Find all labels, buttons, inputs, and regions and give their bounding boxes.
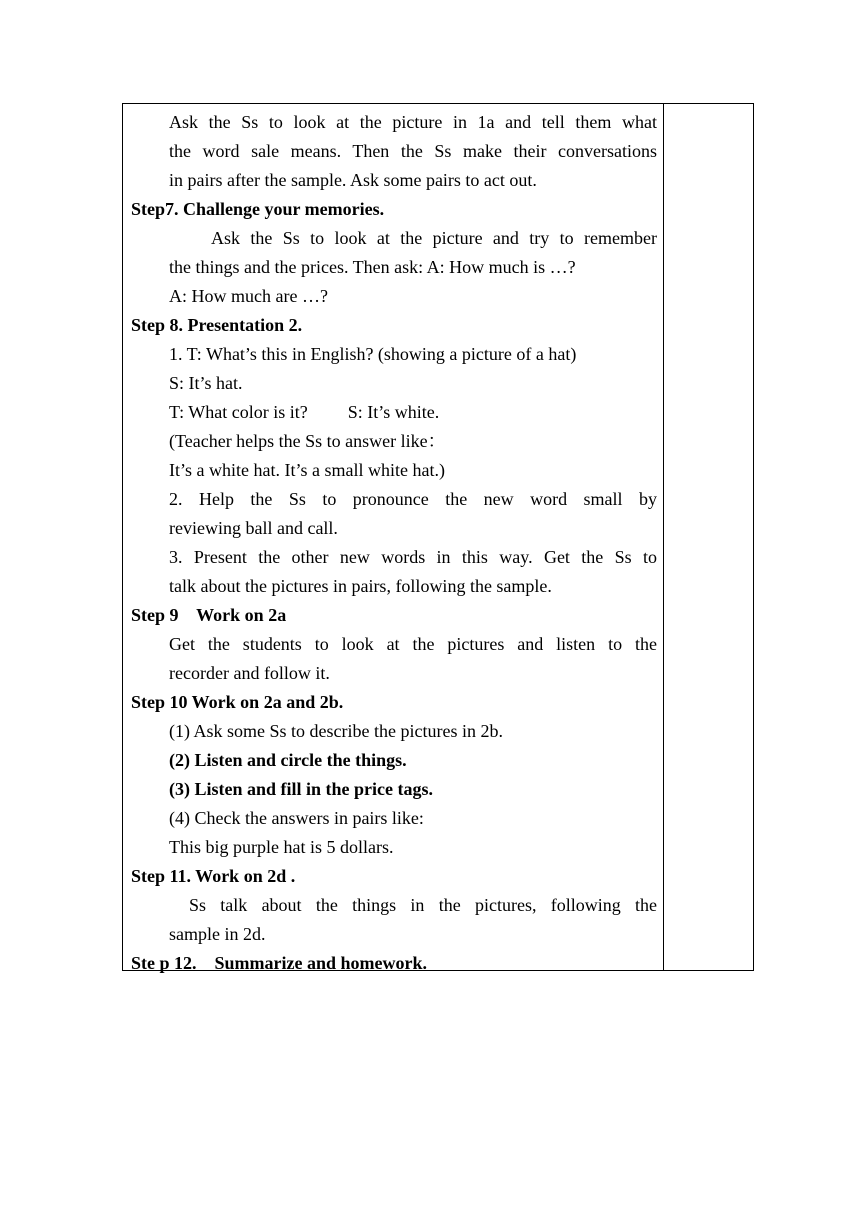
text-line: (Teacher helps the Ss to answer like：: [169, 431, 446, 451]
step-heading: Step7. Challenge your memories.: [131, 199, 385, 219]
text-line: Ask the Ss to look at the picture in 1a and tell them what: [169, 112, 657, 132]
text-line: Ss talk about the things in the pictures, following the: [189, 895, 657, 915]
text-line: S: It’s hat.: [169, 373, 243, 393]
text-line: (4) Check the answers in pairs like:: [169, 808, 424, 828]
step-heading: Step 11. Work on 2d .: [131, 866, 296, 886]
text-line: (1) Ask some Ss to describe the pictures in 2b.: [169, 721, 503, 741]
step-heading: Step 9 Work on 2a: [131, 605, 287, 625]
step-heading: Ste p 12. Summarize and homework.: [131, 953, 427, 973]
lesson-plan-table: [122, 103, 754, 971]
step-heading: Step 8. Presentation 2.: [131, 315, 303, 335]
text-line: It’s a white hat. It’s a small white hat.): [169, 460, 445, 480]
student-answer: S: It’s white.: [347, 402, 440, 422]
text-line: the word sale means. Then the Ss make their conversations: [169, 141, 657, 161]
text-line: This big purple hat is 5 dollars.: [169, 837, 394, 857]
step-heading: Step 10 Work on 2a and 2b.: [131, 692, 344, 712]
teacher-question: T: What color is it?: [169, 402, 308, 422]
text-line: Get the students to look at the pictures and listen to the: [169, 634, 657, 654]
text-line: in pairs after the sample. Ask some pairs to act out.: [169, 170, 537, 190]
text-line: the things and the prices. Then ask: A: How much is …?: [169, 257, 576, 277]
text-line: reviewing ball and call.: [169, 518, 338, 538]
text-line: talk about the pictures in pairs, following the sample.: [169, 576, 552, 596]
text-line: Ask the Ss to look at the picture and try to remember: [211, 228, 657, 248]
text-line: A: How much are …?: [169, 286, 328, 306]
text-line: 2. Help the Ss to pronounce the new word small by: [169, 489, 657, 509]
text-line-bold: (3) Listen and fill in the price tags.: [169, 779, 433, 799]
text-line-bold: (2) Listen and circle the things.: [169, 750, 407, 770]
notes-cell: [664, 104, 753, 970]
text-line: sample in 2d.: [169, 924, 266, 944]
text-line: 1. T: What’s this in English? (showing a picture of a hat): [169, 344, 577, 364]
text-line: recorder and follow it.: [169, 663, 330, 683]
text-line: [123, 398, 663, 427]
procedure-cell: [123, 108, 663, 978]
text-line: 3. Present the other new words in this way. Get the Ss to: [169, 547, 657, 567]
